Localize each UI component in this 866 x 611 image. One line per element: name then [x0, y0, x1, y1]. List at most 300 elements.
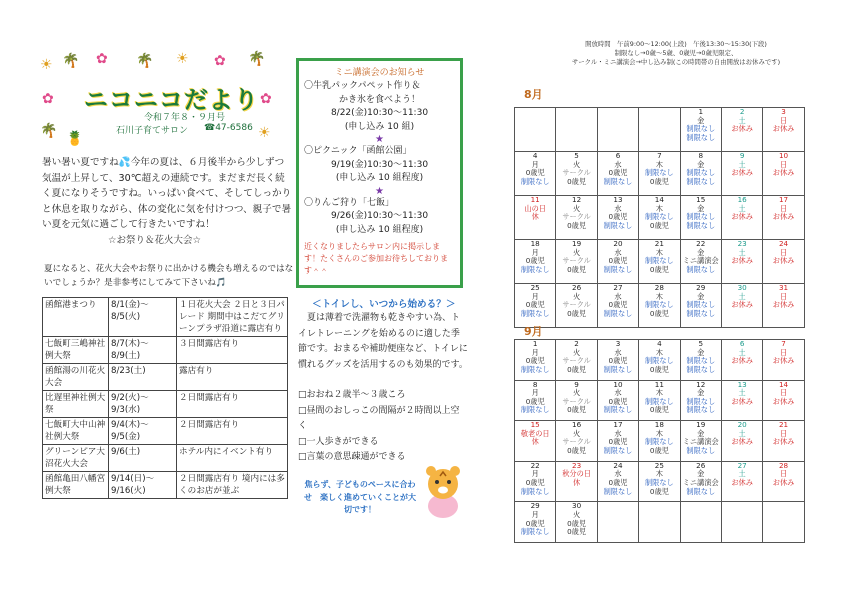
calendar-week — [515, 502, 805, 543]
morning-slot: お休み — [772, 168, 795, 178]
day-number: 26 — [572, 283, 582, 292]
calendar-day — [556, 502, 597, 543]
day-number: 11 — [530, 195, 540, 204]
afternoon-slot: 0歳児 — [649, 176, 669, 186]
day-number: 28 — [654, 283, 664, 292]
afternoon-slot: 制限なし — [603, 220, 633, 230]
weekday: 月 — [531, 469, 539, 479]
festival-name: 函館港まつり — [43, 298, 109, 337]
weekday: 月 — [531, 509, 539, 519]
day-number: 16 — [737, 195, 747, 204]
morning-slot: サークル — [562, 437, 591, 447]
day-number: 10 — [778, 151, 789, 160]
august-label: 8月 — [524, 88, 543, 101]
weekday: 木 — [655, 388, 663, 398]
weekday: 金 — [697, 203, 705, 213]
day-number: 5 — [698, 339, 704, 348]
weekday: 木 — [655, 159, 663, 169]
calendar-day — [639, 340, 680, 381]
newsletter-header — [36, 52, 282, 152]
morning-slot: お休み — [731, 356, 753, 366]
afternoon-slot: 0歳児 — [567, 308, 587, 318]
morning-slot: ミニ講演会 — [682, 477, 719, 487]
festival-date: 8/23(土) — [109, 364, 177, 391]
calendar-empty-cell — [597, 502, 638, 543]
calendar-empty-cell — [515, 108, 556, 152]
calendar-day — [556, 152, 597, 196]
weekday: 土 — [738, 115, 746, 125]
calendar-day — [597, 196, 638, 240]
weekday: 水 — [614, 159, 622, 169]
weekday: 月 — [531, 347, 539, 357]
morning-slot: 休 — [531, 437, 539, 447]
festival-heading: ☆お祭り＆花火大会☆ — [108, 235, 202, 246]
day-number: 22 — [696, 239, 706, 248]
calendar-week — [515, 152, 805, 196]
festival-row — [43, 364, 288, 391]
day-number: 14 — [778, 380, 789, 389]
calendar-day — [639, 421, 680, 462]
weekday: 日 — [779, 203, 788, 213]
day-number: 8 — [532, 380, 538, 389]
event-line: (申し込み 10 組程度) — [335, 224, 424, 235]
calendar-day — [680, 461, 721, 502]
morning-slot: お休み — [772, 212, 795, 222]
day-number: 18 — [654, 420, 664, 430]
weekday: 火 — [572, 388, 581, 398]
morning-slot: 0歳児 — [608, 168, 628, 178]
calendar-day — [515, 421, 556, 462]
weekday: 水 — [614, 347, 622, 357]
weekday: 秋分の日 — [562, 469, 591, 479]
morning-slot: サークル — [562, 168, 591, 178]
event-line: 8/22(金)10:30～11:30 — [330, 108, 429, 118]
weekday: 木 — [655, 428, 663, 438]
publisher-name: 石川子育てサロン — [116, 126, 189, 136]
weekday: 日 — [779, 347, 788, 357]
morning-slot: サークル — [562, 396, 591, 406]
afternoon-slot: 制限なし — [520, 176, 550, 186]
morning-slot: 制限なし — [644, 437, 674, 447]
flower-icon: ✿ — [214, 53, 226, 69]
weekday: 月 — [531, 159, 539, 169]
weekday: 水 — [614, 291, 622, 301]
weekday: 日 — [779, 469, 788, 479]
calendar-day — [515, 284, 556, 328]
morning-slot: お休み — [731, 300, 753, 310]
festival-date: 9/6(土) — [109, 445, 177, 472]
morning-slot: 制限なし — [686, 124, 716, 134]
weekday: 日 — [779, 428, 788, 438]
morning-slot: 0歳児 — [608, 212, 628, 222]
weekday: 水 — [614, 428, 622, 438]
checklist-item: □一人歩きができる — [298, 436, 379, 447]
checklist-item: □昼間のおしっこの間隔が２時間以上空く — [298, 405, 460, 431]
day-number: 18 — [530, 239, 540, 248]
sun-icon: ☀ — [258, 125, 271, 141]
calendar-day — [597, 461, 638, 502]
afternoon-slot: 0歳児 — [649, 405, 669, 415]
hibiscus-icon: ✿ — [42, 91, 54, 107]
day-number: 27 — [613, 283, 623, 292]
calendar-day — [680, 421, 721, 462]
weekday: 火 — [572, 159, 581, 169]
calendar-day — [721, 284, 762, 328]
day-number: 17 — [613, 420, 623, 430]
day-number: 8 — [698, 151, 704, 160]
morning-slot: お休み — [731, 256, 753, 266]
intro-text: 暑い暑い夏ですね💦今年の夏は、６月後半から少しずつ気温が上昇して、30℃超えの連続です。まだまだ長く続く夏になりそうですね。いっぱい食べて、そしてしっかりと休息を取りながら、体の変化に気を付けつつ、親子で暑い夏を元気に過ごして行きたいですね！ — [42, 157, 292, 230]
event-list — [304, 80, 455, 237]
event-box — [296, 58, 463, 288]
festival-name: 函館湯の川花火大会 — [43, 364, 109, 391]
day-number: 17 — [778, 195, 789, 204]
day-number: 29 — [696, 283, 706, 292]
afternoon-slot: 制限なし — [686, 176, 716, 186]
toilet-heading: ＜トイレし、いつから始める？＞ — [312, 299, 456, 310]
calendar-empty-cell — [721, 502, 762, 543]
sun-icon: ☀ — [40, 57, 53, 73]
festival-note: ３日間露店有り — [177, 337, 288, 364]
day-number: 3 — [615, 339, 621, 348]
weekday: 金 — [697, 428, 705, 438]
day-number: 21 — [778, 420, 789, 430]
calendar-empty-cell — [597, 108, 638, 152]
afternoon-slot: 0歳児 — [567, 176, 587, 186]
calendar-day — [515, 196, 556, 240]
weekday: 金 — [697, 159, 705, 169]
morning-slot: 0歳児 — [608, 437, 628, 447]
day-number: 11 — [654, 380, 664, 389]
calendar-day — [680, 108, 721, 152]
calendar-day — [721, 240, 762, 284]
day-number: 29 — [530, 501, 540, 511]
festival-name: 函館亀田八幡宮例大祭 — [43, 472, 109, 499]
afternoon-slot: 制限なし — [520, 364, 550, 374]
afternoon-slot: 制限なし — [686, 220, 716, 230]
morning-slot: 休 — [572, 477, 581, 487]
calendar-day — [763, 240, 804, 284]
festival-name: 七飯町大中山神社例大祭 — [43, 418, 109, 445]
weekday: 火 — [572, 347, 581, 357]
day-number: 9 — [574, 380, 579, 389]
weekday: 土 — [738, 469, 746, 479]
festival-date: 9/14(日)～9/16(火) — [109, 472, 177, 499]
day-number: 13 — [613, 195, 623, 204]
weekday: 金 — [697, 347, 705, 357]
event-line: 〇りんご狩り「七飯」 — [304, 197, 395, 208]
calendar-day — [597, 240, 638, 284]
calendar-day — [639, 240, 680, 284]
opening-hours-line: サークル・ミニ講演会→中し込み制(この時間帯の自由開放はお休みです) — [571, 58, 781, 66]
morning-slot: 0歳児 — [608, 256, 628, 266]
day-number: 20 — [613, 239, 623, 248]
day-number: 6 — [615, 151, 621, 160]
calendar-empty-cell — [556, 108, 597, 152]
morning-slot: 制限なし — [686, 356, 716, 366]
calendar-day — [680, 152, 721, 196]
afternoon-slot: 0歳児 — [567, 220, 587, 230]
calendar-day — [763, 284, 804, 328]
opening-hours-line: 開放時間 午前9:00～12:00(上段) 午後13:30～15:30(下段) — [585, 40, 767, 48]
event-line: (申し込み 10 組) — [344, 121, 415, 132]
palm-tree-icon: 🌴 — [136, 53, 154, 69]
day-number: 13 — [737, 380, 747, 389]
weekday: 木 — [655, 291, 663, 301]
afternoon-slot: 制限なし — [603, 308, 633, 318]
afternoon-slot: 0歳児 — [649, 264, 669, 274]
calendar-day — [597, 340, 638, 381]
weekday: 金 — [697, 115, 705, 125]
calendar-day — [763, 421, 804, 462]
toilet-text: 夏は薄着で洗濯物も乾きやすい為、トイレトレーニングを始めるのに適した季節です。おまるや補助便座など、トイレに慣れるグッズを活用するのも効果的です。 — [298, 313, 468, 370]
afternoon-slot: 制限なし — [520, 527, 550, 537]
day-number: 24 — [778, 239, 789, 248]
weekday: 土 — [738, 247, 746, 257]
calendar-day — [556, 380, 597, 421]
afternoon-slot: 制限なし — [520, 486, 550, 496]
day-number: 21 — [654, 239, 664, 248]
weekday: 金 — [697, 388, 705, 398]
calendar-week — [515, 461, 805, 502]
morning-slot: 0歳児 — [608, 477, 628, 487]
weekday: 木 — [655, 347, 663, 357]
day-number: 14 — [654, 195, 664, 204]
calendar-day — [680, 380, 721, 421]
morning-slot: 0歳児 — [525, 477, 545, 487]
weekday: 木 — [655, 469, 663, 479]
day-number: 25 — [654, 461, 664, 470]
afternoon-slot: 制限なし — [686, 132, 716, 142]
calendar-day — [515, 152, 556, 196]
day-number: 12 — [696, 380, 706, 389]
festival-date: 9/2(火)～9/3(水) — [109, 391, 177, 418]
morning-slot: お休み — [731, 396, 753, 406]
afternoon-slot: 制限なし — [603, 264, 633, 274]
calendar-day — [556, 340, 597, 381]
morning-slot: ミニ講演会 — [682, 437, 719, 447]
morning-slot: お休み — [772, 396, 795, 406]
calendar-day — [721, 380, 762, 421]
morning-slot: お休み — [772, 356, 795, 366]
calendar-week — [515, 240, 805, 284]
morning-slot: 制限なし — [644, 396, 674, 406]
calendar-day — [680, 284, 721, 328]
calendar-day — [763, 152, 804, 196]
morning-slot: 0歳児 — [525, 356, 545, 366]
weekday: 日 — [779, 115, 788, 125]
morning-slot: サークル — [562, 212, 591, 222]
event-box-title: ミニ講演会のお知らせ — [334, 68, 425, 78]
calendar-empty-cell — [639, 502, 680, 543]
calendar-day — [680, 240, 721, 284]
afternoon-slot: 0歳児 — [567, 405, 587, 415]
morning-slot: 制限なし — [644, 168, 674, 178]
weekday: 月 — [531, 247, 539, 257]
september-calendar — [514, 339, 805, 543]
morning-slot: 制限なし — [644, 300, 674, 310]
calendar-day — [680, 340, 721, 381]
festival-row — [43, 337, 288, 364]
afternoon-slot: 制限なし — [686, 486, 716, 496]
morning-slot: 0歳児 — [525, 396, 545, 406]
afternoon-slot: 0歳児 — [649, 308, 669, 318]
festival-date: 8/1(金)～8/5(火) — [109, 298, 177, 337]
morning-slot: お休み — [731, 212, 753, 222]
afternoon-slot: 制限なし — [603, 486, 633, 496]
festival-lead: 夏になると、花火大会やお祭りに出かける機会も増えるのではないでしょうか？是非参考にしてみて下さいね🎵 — [44, 264, 294, 288]
day-number: 2 — [739, 107, 745, 116]
festival-date: 8/7(木)～8/9(土) — [109, 337, 177, 364]
weekday: 土 — [738, 203, 746, 213]
day-number: 1 — [698, 107, 704, 116]
morning-slot: 制限なし — [686, 168, 716, 178]
morning-slot: 制限なし — [686, 212, 716, 222]
afternoon-slot: 制限なし — [520, 308, 550, 318]
weekday: 月 — [531, 291, 539, 301]
weekday: 日 — [779, 159, 788, 169]
festival-row — [43, 445, 288, 472]
calendar-day — [763, 340, 804, 381]
festival-note: ホテル内にイベント有り — [177, 445, 288, 472]
event-line: 〇ピクニック「函館公園」 — [304, 146, 412, 156]
morning-slot: 0歳児 — [525, 300, 545, 310]
festival-table — [42, 297, 288, 499]
afternoon-slot: 制限なし — [603, 176, 633, 186]
calendar-day — [556, 461, 597, 502]
palm-tree-icon: 🌴 — [40, 123, 58, 139]
event-line: (申し込み 10 組程度) — [335, 173, 424, 183]
afternoon-slot: 制限なし — [686, 308, 716, 318]
morning-slot: 制限なし — [644, 256, 674, 266]
morning-slot: お休み — [731, 437, 753, 447]
weekday: 土 — [738, 428, 746, 438]
calendar-week — [515, 380, 805, 421]
tiger-illustration-icon — [418, 462, 468, 520]
festival-note: １日花火大会 ２日と３日パレード 期間中はこだてグリーンプラザ沿道に露店有り — [177, 298, 288, 337]
festival-row — [43, 418, 288, 445]
afternoon-slot: 制限なし — [686, 264, 716, 274]
afternoon-slot: 0歳児 — [567, 364, 587, 374]
calendar-day — [639, 196, 680, 240]
calendar-day — [763, 196, 804, 240]
day-number: 3 — [781, 107, 786, 116]
festival-name: グリーンピア大沼花火大会 — [43, 445, 109, 472]
morning-slot: サークル — [562, 356, 591, 366]
weekday: 火 — [572, 203, 581, 213]
flower-icon: ✿ — [96, 51, 108, 67]
toilet-checklist — [298, 388, 468, 466]
calendar-day — [763, 108, 804, 152]
day-number: 30 — [572, 501, 582, 511]
morning-slot: 0歳児 — [567, 518, 587, 528]
weekday: 日 — [779, 291, 788, 301]
afternoon-slot: 0歳児 — [567, 527, 587, 537]
festival-note: 露店有り — [177, 364, 288, 391]
afternoon-slot: 制限なし — [686, 364, 716, 374]
calendar-day — [639, 152, 680, 196]
day-number: 31 — [778, 283, 789, 292]
festival-note: ２日間露店有り 境内には多くのお店が並ぶ — [177, 472, 288, 499]
morning-slot: お休み — [731, 477, 753, 487]
event-line: 9/19(金)10:30～11:30 — [330, 159, 429, 170]
newsletter-title: ニコニコだより — [84, 86, 259, 114]
hibiscus-icon: ✿ — [260, 91, 272, 107]
morning-slot: お休み — [772, 124, 795, 134]
weekday: 土 — [738, 159, 746, 169]
calendar-empty-cell — [763, 502, 804, 543]
day-number: 9 — [739, 151, 745, 160]
morning-slot: ミニ講演会 — [682, 256, 719, 266]
checklist-item: □おおね２歳半～３歳ころ — [298, 390, 406, 400]
afternoon-slot: 0歳児 — [649, 220, 669, 230]
calendar-day — [763, 380, 804, 421]
festival-name: 比遅里神社例大祭 — [43, 391, 109, 418]
calendar-week — [515, 340, 805, 381]
festival-date: 9/4(木)～9/5(金) — [109, 418, 177, 445]
event-line: 〇牛乳パックパペット作り＆ — [304, 81, 421, 91]
weekday: 木 — [655, 203, 663, 213]
star-icon: ★ — [375, 134, 384, 145]
morning-slot: 休 — [531, 212, 539, 222]
morning-slot: 0歳児 — [525, 518, 545, 528]
afternoon-slot: 制限なし — [520, 405, 550, 415]
weekday: 金 — [697, 291, 705, 301]
morning-slot: 0歳児 — [608, 396, 628, 406]
morning-slot: お休み — [772, 256, 795, 266]
weekday: 火 — [572, 509, 581, 519]
morning-slot: サークル — [562, 300, 591, 310]
calendar-empty-cell — [680, 502, 721, 543]
day-number: 2 — [574, 339, 579, 348]
calendar-day — [721, 152, 762, 196]
morning-slot: お休み — [772, 437, 795, 447]
afternoon-slot: 0歳児 — [649, 364, 669, 374]
afternoon-slot: 制限なし — [603, 445, 633, 455]
weekday: 火 — [572, 247, 581, 257]
day-number: 6 — [739, 339, 745, 348]
festival-row — [43, 298, 288, 337]
closing-message: 焦らず、子どものペースに合わせ 楽しく進めていくことが大切です！ — [304, 480, 416, 514]
afternoon-slot: 制限なし — [686, 445, 716, 455]
morning-slot: 制限なし — [644, 212, 674, 222]
calendar-day — [556, 284, 597, 328]
afternoon-slot: 制限なし — [686, 405, 716, 415]
weekday: 金 — [697, 247, 705, 257]
morning-slot: 0歳児 — [608, 356, 628, 366]
morning-slot: 0歳児 — [608, 300, 628, 310]
weekday: 水 — [614, 203, 622, 213]
event-line: 9/26(金)10:30～11:30 — [330, 211, 429, 221]
weekday: 土 — [738, 347, 746, 357]
morning-slot: サークル — [562, 256, 591, 266]
day-number: 16 — [572, 420, 582, 430]
calendar-day — [721, 461, 762, 502]
festival-note: ２日間露店有り — [177, 418, 288, 445]
calendar-day — [680, 196, 721, 240]
weekday: 火 — [572, 291, 581, 301]
morning-slot: お休み — [772, 477, 795, 487]
calendar-day — [639, 380, 680, 421]
event-note: 近くなりましたらサロン内に掲示します！たくさんのご参加お待ちしております＾＾ — [304, 242, 448, 275]
pineapple-icon: 🍍 — [66, 131, 84, 147]
day-number: 12 — [572, 195, 582, 204]
calendar-day — [515, 502, 556, 543]
phone-number: ☎47-6586 — [204, 123, 253, 133]
calendar-empty-cell — [639, 108, 680, 152]
afternoon-slot: 制限なし — [520, 264, 550, 274]
weekday: 金 — [697, 469, 705, 479]
